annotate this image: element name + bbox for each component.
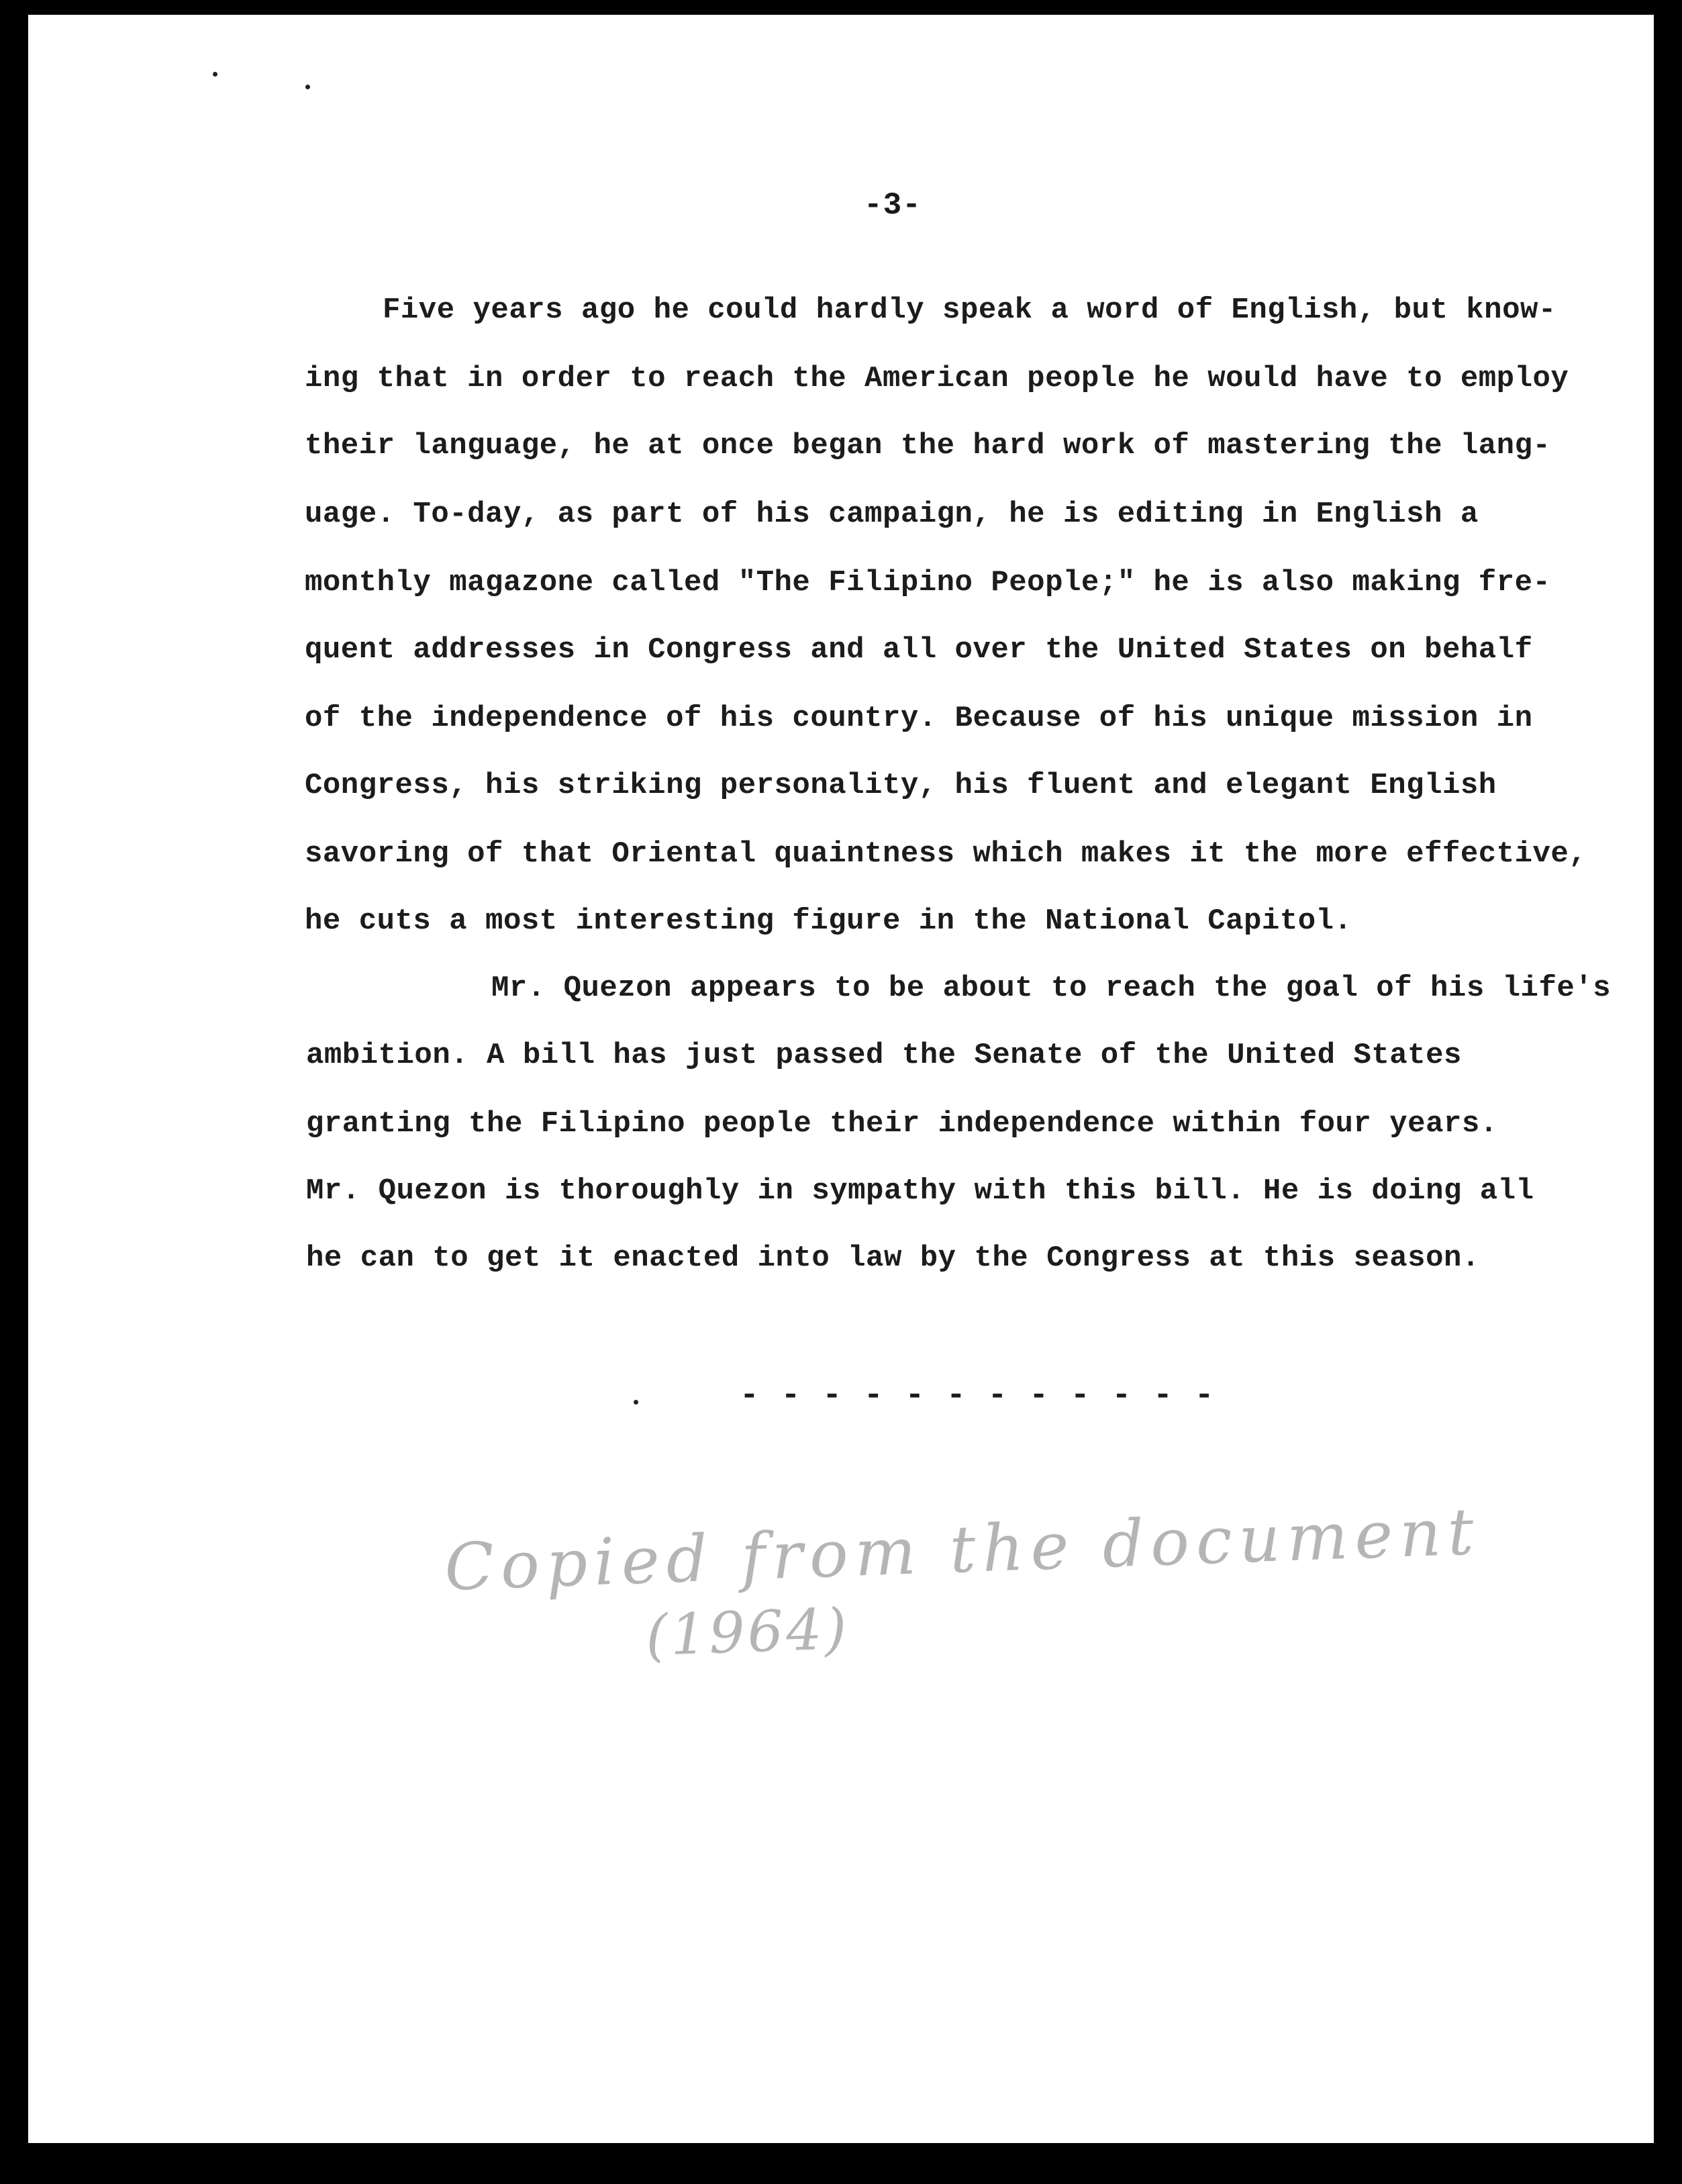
- scan-speck: [634, 1400, 638, 1405]
- text-line: he can to get it enacted into law by the Congress at this season.: [306, 1241, 1480, 1275]
- scan-speck: [305, 85, 310, 89]
- text-line: uage. To-day, as part of his campaign, he is editing in English a: [305, 497, 1479, 531]
- text-line: Mr. Quezon appears to be about to reach the goal of his life's: [491, 971, 1612, 1005]
- text-line: savoring of that Oriental quaintness which makes it the more effective,: [305, 837, 1587, 871]
- text-line: Mr. Quezon is thoroughly in sympathy with this bill. He is doing all: [306, 1174, 1534, 1208]
- handwritten-line: Copied from the document: [443, 1494, 1482, 1605]
- text-line: monthly magazone called "The Filipino People;" he is also making fre-: [305, 566, 1551, 600]
- document-page: [28, 15, 1654, 2143]
- text-line: ambition. A bill has just passed the Senate of the United States: [306, 1039, 1462, 1072]
- scan-speck: [213, 72, 217, 77]
- text-line: their language, he at once began the hard work of mastering the lang-: [305, 429, 1551, 463]
- text-line: he cuts a most interesting figure in the National Capitol.: [305, 904, 1352, 938]
- text-line: of the independence of his country. Because of his unique mission in: [305, 702, 1533, 735]
- section-separator: - - - - - - - - - - - -: [740, 1378, 1216, 1414]
- handwritten-year: (1964): [644, 1595, 850, 1669]
- page-number: -3-: [864, 188, 922, 223]
- text-line: granting the Filipino people their independence within four years.: [306, 1107, 1498, 1141]
- text-line: ing that in order to reach the American people he would have to employ: [305, 362, 1569, 395]
- text-line: Five years ago he could hardly speak a word of English, but know-: [383, 293, 1556, 327]
- text-line: Congress, his striking personality, his fluent and elegant English: [305, 769, 1497, 802]
- text-line: quent addresses in Congress and all over the United States on behalf: [305, 633, 1533, 667]
